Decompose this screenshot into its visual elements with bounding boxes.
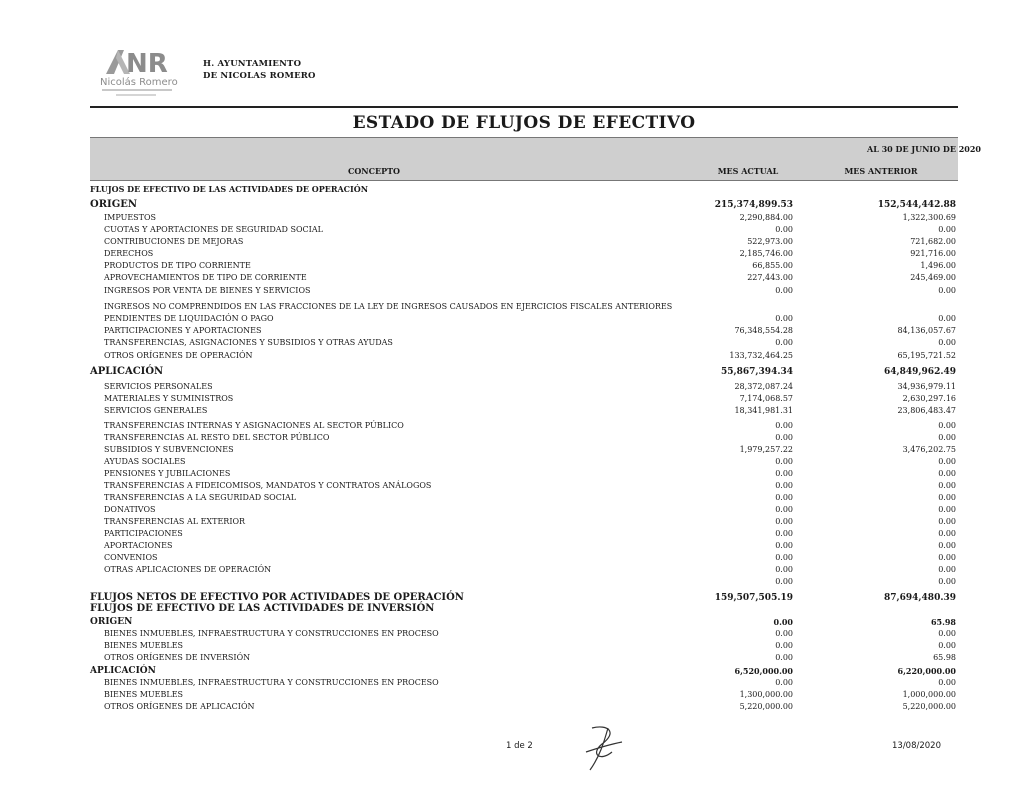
row-previous-value: 0.00 xyxy=(938,641,956,650)
row-current-value: 0.00 xyxy=(775,529,793,538)
row-previous-value: 0.00 xyxy=(938,505,956,514)
logo-subtitle: Nicolás Romero xyxy=(100,77,178,88)
table-row xyxy=(90,504,958,516)
row-previous-value: 1,322,300.69 xyxy=(902,213,956,222)
table-row xyxy=(90,325,958,337)
table-row xyxy=(90,665,958,677)
row-previous-value: 0.00 xyxy=(938,493,956,502)
row-previous-value: 6,220,000.00 xyxy=(897,666,956,676)
row-previous-value: 65.98 xyxy=(930,617,956,627)
table-row xyxy=(90,640,958,652)
row-label: PARTICIPACIONES xyxy=(104,529,183,538)
row-previous-value: 0.00 xyxy=(938,565,956,574)
row-label: TRANSFERENCIAS A FIDEICOMISOS, MANDATOS Y CONTRATOS ANÁLOGOS xyxy=(104,481,432,490)
table-row xyxy=(90,301,958,313)
row-label: PARTICIPACIONES Y APORTACIONES xyxy=(104,326,262,335)
table-row xyxy=(90,420,958,432)
row-label: CONVENIOS xyxy=(104,553,158,562)
row-label: OTROS ORÍGENES DE INVERSIÓN xyxy=(104,653,251,662)
row-label: BIENES MUEBLES xyxy=(104,690,184,699)
row-previous-value: 0.00 xyxy=(938,421,956,430)
row-label: PENDIENTES DE LIQUIDACIÓN O PAGO xyxy=(104,314,274,323)
table-row xyxy=(90,405,958,417)
table-row xyxy=(90,366,958,378)
row-current-value: 66,855.00 xyxy=(752,261,793,270)
row-previous-value: 152,544,442.88 xyxy=(877,200,956,210)
row-previous-value: 1,496.00 xyxy=(920,261,956,270)
row-current-value: 0.00 xyxy=(775,678,793,687)
row-label: PRODUCTOS DE TIPO CORRIENTE xyxy=(104,261,251,270)
row-previous-value: 87,694,480.39 xyxy=(883,593,956,603)
row-label: OTROS ORÍGENES DE OPERACIÓN xyxy=(104,351,253,360)
row-current-value: 0.00 xyxy=(775,225,793,234)
table-row xyxy=(90,313,958,325)
row-previous-value: 0.00 xyxy=(938,678,956,687)
table-row xyxy=(90,468,958,480)
row-label: PENSIONES Y JUBILACIONES xyxy=(104,469,231,478)
row-current-value: 0.00 xyxy=(775,553,793,562)
org-line-2: DE NICOLAS ROMERO xyxy=(203,71,316,81)
table-row xyxy=(90,248,958,260)
row-current-value: 133,732,464.25 xyxy=(729,351,793,360)
row-label: ORIGEN xyxy=(90,199,138,210)
row-previous-value: 1,000,000.00 xyxy=(902,690,956,699)
row-current-value: 0.00 xyxy=(775,338,793,347)
row-label: APLICACIÓN xyxy=(90,366,164,377)
row-previous-value: 65.98 xyxy=(933,653,956,662)
row-current-value: 0.00 xyxy=(775,314,793,323)
row-current-value: 227,443.00 xyxy=(747,273,793,282)
row-label: INGRESOS NO COMPRENDIDOS EN LAS FRACCIONES DE LA LEY DE INGRESOS CAUSADOS EN EJERCICIOS FISCALES ANTERIORES xyxy=(104,302,673,311)
table-row xyxy=(90,224,958,236)
col-concept: CONCEPTO xyxy=(347,166,401,176)
row-previous-value: 5,220,000.00 xyxy=(902,702,956,711)
col-previous-month: MES ANTERIOR xyxy=(844,166,918,176)
row-current-value: 0.00 xyxy=(775,493,793,502)
page-number: 1 de 2 xyxy=(506,741,533,751)
row-label: AYUDAS SOCIALES xyxy=(104,457,186,466)
row-label: SUBSIDIOS Y SUBVENCIONES xyxy=(104,445,234,454)
row-current-value: 28,372,087.24 xyxy=(734,382,793,391)
table-row xyxy=(90,393,958,405)
row-previous-value: 0.00 xyxy=(938,225,956,234)
table-row xyxy=(90,689,958,701)
row-current-value: 0.00 xyxy=(775,469,793,478)
table-row xyxy=(90,564,958,576)
row-label: ORIGEN xyxy=(90,617,133,627)
row-current-value: 0.00 xyxy=(775,517,793,526)
table-row xyxy=(90,456,958,468)
row-label: MATERIALES Y SUMINISTROS xyxy=(104,394,234,403)
row-label: TRANSFERENCIAS, ASIGNACIONES Y SUBSIDIOS Y OTRAS AYUDAS xyxy=(104,338,393,347)
row-label: BIENES MUEBLES xyxy=(104,641,184,650)
logo-text: NR xyxy=(126,49,168,79)
table-row xyxy=(90,516,958,528)
col-current-month: MES ACTUAL xyxy=(717,166,779,176)
row-previous-value: 0.00 xyxy=(938,529,956,538)
row-current-value: 1,979,257.22 xyxy=(739,445,793,454)
row-previous-value: 721,682.00 xyxy=(910,237,956,246)
row-label: CUOTAS Y APORTACIONES DE SEGURIDAD SOCIAL xyxy=(104,225,323,234)
row-previous-value: 0.00 xyxy=(938,314,956,323)
row-current-value: 159,507,505.19 xyxy=(714,593,793,603)
table-row xyxy=(90,492,958,504)
table-row xyxy=(90,628,958,640)
row-previous-value: 921,716.00 xyxy=(910,249,956,258)
row-label: APORTACIONES xyxy=(104,541,173,550)
row-label: TRANSFERENCIAS AL RESTO DEL SECTOR PÚBLICO xyxy=(104,433,330,442)
row-current-value: 0.00 xyxy=(775,481,793,490)
org-line-1: H. AYUNTAMIENTO xyxy=(203,59,302,69)
row-label: SERVICIOS GENERALES xyxy=(104,406,208,415)
row-label: TRANSFERENCIAS AL EXTERIOR xyxy=(104,517,246,526)
table-row xyxy=(90,432,958,444)
row-label: APLICACIÓN xyxy=(90,666,156,676)
table-row xyxy=(90,603,958,615)
row-current-value: 76,348,554.28 xyxy=(734,326,793,335)
table-row xyxy=(90,285,958,297)
table-row xyxy=(90,616,958,628)
row-current-value: 0.00 xyxy=(775,433,793,442)
header-rule xyxy=(90,106,958,108)
row-current-value: 0.00 xyxy=(775,641,793,650)
row-previous-value: 84,136,057.67 xyxy=(897,326,956,335)
row-previous-value: 34,936,979.11 xyxy=(897,382,956,391)
row-label: IMPUESTOS xyxy=(104,213,157,222)
row-current-value: 2,185,746.00 xyxy=(739,249,793,258)
row-previous-value: 0.00 xyxy=(938,541,956,550)
row-previous-value: 0.00 xyxy=(938,457,956,466)
print-date: 13/08/2020 xyxy=(892,741,941,751)
row-current-value: 0.00 xyxy=(775,577,793,586)
row-current-value: 0.00 xyxy=(775,541,793,550)
row-previous-value: 23,806,483.47 xyxy=(897,406,956,415)
row-current-value: 0.00 xyxy=(773,617,793,627)
table-row xyxy=(90,272,958,284)
row-previous-value: 64,849,962.49 xyxy=(883,367,956,377)
row-label: TRANSFERENCIAS A LA SEGURIDAD SOCIAL xyxy=(104,493,297,502)
signature xyxy=(578,722,628,774)
municipality-logo xyxy=(96,44,196,100)
row-previous-value: 3,476,202.75 xyxy=(902,445,956,454)
row-current-value: 0.00 xyxy=(775,505,793,514)
row-previous-value: 0.00 xyxy=(938,577,956,586)
row-label: BIENES INMUEBLES, INFRAESTRUCTURA Y CONSTRUCCIONES EN PROCESO xyxy=(104,629,439,638)
row-current-value: 2,290,884.00 xyxy=(739,213,793,222)
row-previous-value: 2,630,297.16 xyxy=(902,394,956,403)
row-current-value: 5,220,000.00 xyxy=(739,702,793,711)
row-label: FLUJOS DE EFECTIVO DE LAS ACTIVIDADES DE OPERACIÓN xyxy=(90,184,369,194)
table-row xyxy=(90,528,958,540)
row-label: SERVICIOS PERSONALES xyxy=(104,382,213,391)
table-row xyxy=(90,480,958,492)
table-row xyxy=(90,260,958,272)
row-label: INGRESOS POR VENTA DE BIENES Y SERVICIOS xyxy=(104,286,311,295)
table-row xyxy=(90,444,958,456)
row-label: BIENES INMUEBLES, INFRAESTRUCTURA Y CONSTRUCCIONES EN PROCESO xyxy=(104,678,439,687)
table-row xyxy=(90,677,958,689)
row-previous-value: 0.00 xyxy=(938,338,956,347)
table-row xyxy=(90,540,958,552)
table-row xyxy=(90,199,958,211)
table-row xyxy=(90,381,958,393)
row-current-value: 0.00 xyxy=(775,457,793,466)
row-previous-value: 0.00 xyxy=(938,553,956,562)
row-current-value: 0.00 xyxy=(775,565,793,574)
table-row xyxy=(90,337,958,349)
row-current-value: 0.00 xyxy=(775,653,793,662)
row-label: DERECHOS xyxy=(104,249,154,258)
row-current-value: 6,520,000.00 xyxy=(734,666,793,676)
table-column-header xyxy=(90,160,958,181)
row-label: APROVECHAMIENTOS DE TIPO DE CORRIENTE xyxy=(104,273,307,282)
table-row xyxy=(90,236,958,248)
table-row xyxy=(90,652,958,664)
row-previous-value: 0.00 xyxy=(938,629,956,638)
row-current-value: 215,374,899.53 xyxy=(714,200,793,210)
row-label: FLUJOS DE EFECTIVO DE LAS ACTIVIDADES DE INVERSIÓN xyxy=(90,603,435,614)
row-current-value: 1,300,000.00 xyxy=(739,690,793,699)
row-label: OTRAS APLICACIONES DE OPERACIÓN xyxy=(104,565,272,574)
row-label: TRANSFERENCIAS INTERNAS Y ASIGNACIONES AL SECTOR PÚBLICO xyxy=(104,421,404,430)
row-current-value: 522,973.00 xyxy=(747,237,793,246)
row-label: OTROS ORÍGENES DE APLICACIÓN xyxy=(104,702,255,711)
table-row xyxy=(90,183,958,195)
row-previous-value: 65,195,721.52 xyxy=(897,351,956,360)
table-row xyxy=(90,701,958,713)
table-row xyxy=(90,552,958,564)
row-previous-value: 0.00 xyxy=(938,286,956,295)
row-previous-value: 245,469.00 xyxy=(910,273,956,282)
row-label: CONTRIBUCIONES DE MEJORAS xyxy=(104,237,244,246)
period-date: AL 30 DE JUNIO DE 2020 xyxy=(866,144,981,154)
row-previous-value: 0.00 xyxy=(938,481,956,490)
table-date-header xyxy=(90,137,981,160)
document-title: ESTADO DE FLUJOS DE EFECTIVO xyxy=(352,113,696,133)
row-previous-value: 0.00 xyxy=(938,469,956,478)
table-row xyxy=(90,212,958,224)
table-row xyxy=(90,576,958,588)
row-previous-value: 0.00 xyxy=(938,433,956,442)
table-row xyxy=(90,350,958,362)
row-current-value: 18,341,981.31 xyxy=(734,406,793,415)
row-current-value: 7,174,068.57 xyxy=(739,394,793,403)
row-label: FLUJOS NETOS DE EFECTIVO POR ACTIVIDADES DE OPERACIÓN xyxy=(90,592,464,603)
row-previous-value: 0.00 xyxy=(938,517,956,526)
organization-name xyxy=(203,58,316,82)
row-current-value: 0.00 xyxy=(775,421,793,430)
row-current-value: 55,867,394.34 xyxy=(720,367,793,377)
row-label: DONATIVOS xyxy=(104,505,156,514)
row-current-value: 0.00 xyxy=(775,629,793,638)
row-current-value: 0.00 xyxy=(775,286,793,295)
